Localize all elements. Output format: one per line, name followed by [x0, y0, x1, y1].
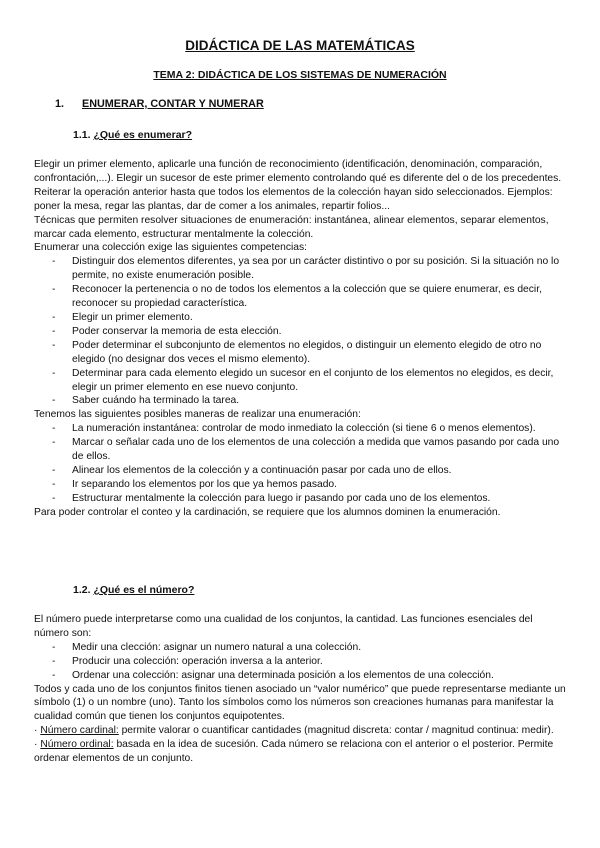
section-1-2-body — [34, 613, 568, 766]
section-1-1-body — [34, 158, 568, 520]
section-1-2-title: ¿Qué es el número? — [93, 584, 195, 596]
bullet-dot: · — [34, 725, 38, 737]
list-item: - Distinguir dos elementos diferentes, ya sea por un carácter distintivo o por su posición. Si la situación no lo permite, no existe enumeración posible. — [34, 255, 568, 283]
list-item: - Ordenar una colección: asignar una determinada posición a los elementos de una colección. — [34, 669, 568, 683]
list-item: - Poder determinar el subconjunto de elementos no elegidos, o distinguir un elemento elegido de otro no elegido (no designar dos veces el mismo elemento). — [34, 339, 568, 367]
paragraph-numero-cardinal — [34, 724, 568, 738]
section-1-1-heading — [73, 129, 192, 141]
list-item: - Ir separando los elementos por los que ya hemos pasado. — [34, 478, 568, 492]
section-1-1-number: 1.1. — [73, 129, 91, 141]
section-1-1-title: ¿Qué es enumerar? — [93, 129, 193, 141]
list-item: - Alinear los elementos de la colección y a continuación pasar por cada uno de ellos. — [34, 464, 568, 478]
term-numero-ordinal: Número ordinal: — [40, 739, 114, 751]
list-item: - Determinar para cada elemento elegido un sucesor en el conjunto de los elementos no elegidos, es decir, elegir un primer elemento en ese nuevo conjunto. — [34, 367, 568, 395]
paragraph-tecnicas: Técnicas que permiten resolver situaciones de enumeración: instantánea, alinear elementos, separar elementos, marcar cada elemento, estructurar mentalmente la colección. — [34, 214, 549, 240]
list-item: - Reconocer la pertenencia o no de todos los elementos a la colección que se quiere enumerar, es decir, reconocer su propiedad característica. — [34, 283, 568, 311]
section-1-2-heading — [73, 584, 194, 596]
section-1-number: 1. — [55, 98, 65, 110]
list-item: - Producir una colección: operación inversa a la anterior. — [34, 655, 568, 669]
list-item: - Estructurar mentalmente la colección para luego ir pasando por cada uno de los elementos. — [34, 492, 568, 506]
term-numero-cardinal: Número cardinal: — [40, 725, 119, 737]
maneras-list — [34, 422, 568, 505]
document-title: DIDÁCTICA DE LAS MATEMÁTICAS — [185, 38, 415, 53]
paragraph-numero-intro: El número puede interpretarse como una cualidad de los conjuntos, la cantidad. Las funciones esenciales del número son: — [34, 614, 533, 639]
list-item: - La numeración instantánea: controlar de modo inmediato la colección (si tiene 6 o menos elementos). — [34, 422, 568, 436]
section-1-heading — [55, 98, 264, 110]
section-1-2-number: 1.2. — [73, 584, 91, 596]
definition-numero-cardinal: permite valorar o cuantificar cantidades (magnitud discreta: contar / magnitud continua: medir). — [118, 725, 554, 737]
section-1-title: ENUMERAR, CONTAR Y NUMERAR — [82, 98, 264, 110]
paragraph-competencias-intro: Enumerar una colección exige las siguientes competencias: — [34, 242, 308, 254]
paragraph-conteo: Para poder controlar el conteo y la cardinación, se requiere que los alumnos dominen la enumeración. — [34, 506, 501, 518]
list-item: - Elegir un primer elemento. — [34, 311, 568, 325]
paragraph-enumerar-definicion: Elegir un primer elemento, aplicarle una función de reconocimiento (identificación, denominación, comparación, confrontación,...). Elegir un sucesor de este primer elemento controlando qué es diferente del o de los precedentes. Reiterar la operación anterior hasta que todos los elementos de la colección hayan sido seleccionados. Ejemplos: poner la mesa, regar las plantas, dar de comer a los animales, repartir folios... — [34, 159, 562, 212]
list-item: - Poder conservar la memoria de esta elección. — [34, 325, 568, 339]
paragraph-maneras-intro: Tenemos las siguientes posibles maneras de realizar una enumeración: — [34, 409, 361, 421]
list-item: - Medir una clección: asignar un numero natural a una colección. — [34, 641, 568, 655]
bullet-dot: · — [34, 739, 38, 751]
competencias-list — [34, 255, 568, 408]
definition-numero-ordinal: basada en la idea de sucesión. Cada número se relaciona con el anterior o el posterior. Permite ordenar elementos de un conjunto. — [34, 739, 554, 765]
list-item: - Marcar o señalar cada uno de los elementos de una colección a medida que vamos pasando por cada uno de ellos. — [34, 436, 568, 464]
paragraph-valor-numerico: Todos y cada uno de los conjuntos finitos tienen asociado un “valor numérico” que puede representarse mediante un símbolo (1) o un nombre (uno). Tanto los símbolos como los números son creaciones humanas para manifestar la cualidad común que tienen los conjuntos equipotentes. — [34, 683, 566, 723]
list-item: - Saber cuándo ha terminado la tarea. — [34, 394, 568, 408]
funciones-list — [34, 641, 568, 683]
document-subtitle: TEMA 2: DIDÁCTICA DE LOS SISTEMAS DE NUMERACIÓN — [153, 69, 447, 81]
paragraph-numero-ordinal — [34, 738, 568, 766]
